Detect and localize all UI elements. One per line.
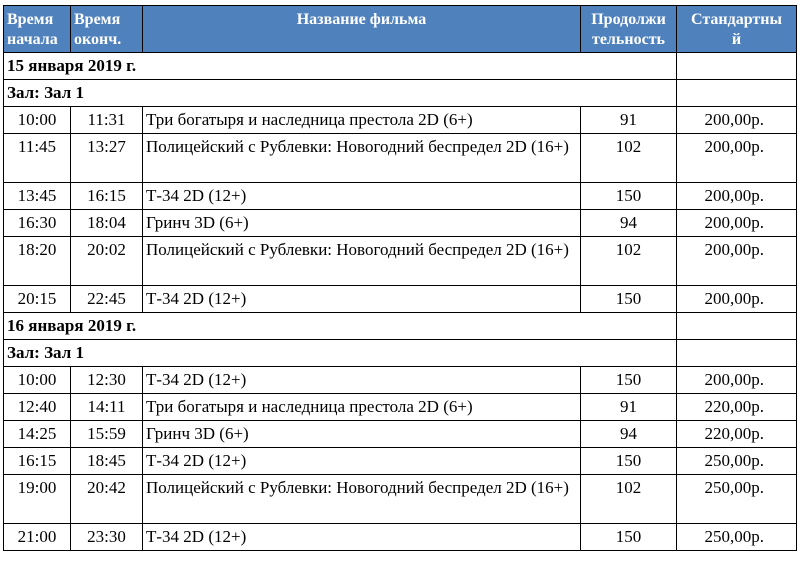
duration: 102 xyxy=(581,475,677,524)
price: 220,00р. xyxy=(677,421,797,448)
end-time: 18:04 xyxy=(71,210,143,237)
film-title: Т-34 2D (12+) xyxy=(143,183,581,210)
price: 250,00р. xyxy=(677,475,797,524)
start-time: 20:15 xyxy=(4,286,71,313)
film-title: Три богатыря и наследница престола 2D (6+) xyxy=(143,394,581,421)
session-row[interactable] xyxy=(4,524,797,551)
col-duration-header-line2: тельность xyxy=(591,31,666,48)
end-time: 18:45 xyxy=(71,448,143,475)
duration: 94 xyxy=(581,421,677,448)
end-time: 20:42 xyxy=(71,475,143,524)
session-row[interactable] xyxy=(4,134,797,183)
session-row[interactable] xyxy=(4,210,797,237)
film-title: Полицейский с Рублевки: Новогодний беспредел 2D (16+) xyxy=(143,237,581,286)
duration: 150 xyxy=(581,524,677,551)
session-row[interactable] xyxy=(4,394,797,421)
col-start-header xyxy=(4,6,71,53)
price: 200,00р. xyxy=(677,183,797,210)
start-time: 11:45 xyxy=(4,134,71,183)
duration: 150 xyxy=(581,183,677,210)
duration: 91 xyxy=(581,394,677,421)
film-title: Полицейский с Рублевки: Новогодний беспредел 2D (16+) xyxy=(143,475,581,524)
start-time: 14:25 xyxy=(4,421,71,448)
start-time: 19:00 xyxy=(4,475,71,524)
end-time: 22:45 xyxy=(71,286,143,313)
hall-label: Зал: Зал 1 xyxy=(4,80,677,107)
session-row[interactable] xyxy=(4,237,797,286)
date-row xyxy=(4,313,797,340)
session-row[interactable] xyxy=(4,448,797,475)
col-duration-header xyxy=(581,6,677,53)
price: 200,00р. xyxy=(677,107,797,134)
header-row xyxy=(4,6,797,53)
start-time: 16:15 xyxy=(4,448,71,475)
duration: 150 xyxy=(581,367,677,394)
col-price-header xyxy=(677,6,797,53)
price: 200,00р. xyxy=(677,237,797,286)
price: 250,00р. xyxy=(677,448,797,475)
col-end-header-line2: оконч. xyxy=(74,31,122,48)
duration: 102 xyxy=(581,134,677,183)
price: 200,00р. xyxy=(677,210,797,237)
film-title: Полицейский с Рублевки: Новогодний беспредел 2D (16+) xyxy=(143,134,581,183)
end-time: 20:02 xyxy=(71,237,143,286)
empty-cell xyxy=(677,340,797,367)
film-title: Т-34 2D (12+) xyxy=(143,367,581,394)
price: 220,00р. xyxy=(677,394,797,421)
duration: 150 xyxy=(581,286,677,313)
price: 200,00р. xyxy=(677,367,797,394)
start-time: 13:45 xyxy=(4,183,71,210)
start-time: 18:20 xyxy=(4,237,71,286)
col-start-header-line1: Время xyxy=(7,11,54,28)
col-title-header: Название фильма xyxy=(143,6,581,53)
empty-cell xyxy=(677,80,797,107)
schedule-sheet xyxy=(3,5,797,551)
hall-row xyxy=(4,340,797,367)
film-title: Три богатыря и наследница престола 2D (6+) xyxy=(143,107,581,134)
price: 200,00р. xyxy=(677,286,797,313)
film-title: Т-34 2D (12+) xyxy=(143,448,581,475)
price: 250,00р. xyxy=(677,524,797,551)
col-end-header xyxy=(71,6,143,53)
end-time: 16:15 xyxy=(71,183,143,210)
col-price-header-line1: Стандартны xyxy=(691,11,782,28)
date-row xyxy=(4,53,797,80)
duration: 150 xyxy=(581,448,677,475)
start-time: 10:00 xyxy=(4,107,71,134)
date-label: 16 января 2019 г. xyxy=(4,313,677,340)
session-row[interactable] xyxy=(4,286,797,313)
date-label: 15 января 2019 г. xyxy=(4,53,677,80)
start-time: 12:40 xyxy=(4,394,71,421)
end-time: 14:11 xyxy=(71,394,143,421)
col-duration-header-line1: Продолжи xyxy=(591,11,666,28)
session-row[interactable] xyxy=(4,475,797,524)
end-time: 12:30 xyxy=(71,367,143,394)
hall-label: Зал: Зал 1 xyxy=(4,340,677,367)
session-row[interactable] xyxy=(4,107,797,134)
end-time: 13:27 xyxy=(71,134,143,183)
duration: 91 xyxy=(581,107,677,134)
film-title: Т-34 2D (12+) xyxy=(143,286,581,313)
col-price-header-line2: й xyxy=(731,31,742,48)
film-title: Гринч 3D (6+) xyxy=(143,421,581,448)
end-time: 15:59 xyxy=(71,421,143,448)
schedule-table xyxy=(3,5,797,551)
empty-cell xyxy=(677,53,797,80)
end-time: 23:30 xyxy=(71,524,143,551)
film-title: Гринч 3D (6+) xyxy=(143,210,581,237)
col-end-header-line1: Время xyxy=(74,11,121,28)
start-time: 10:00 xyxy=(4,367,71,394)
film-title: Т-34 2D (12+) xyxy=(143,524,581,551)
hall-row xyxy=(4,80,797,107)
session-row[interactable] xyxy=(4,183,797,210)
start-time: 16:30 xyxy=(4,210,71,237)
price: 200,00р. xyxy=(677,134,797,183)
session-row[interactable] xyxy=(4,421,797,448)
session-row[interactable] xyxy=(4,367,797,394)
end-time: 11:31 xyxy=(71,107,143,134)
start-time: 21:00 xyxy=(4,524,71,551)
col-start-header-line2: начала xyxy=(7,31,58,48)
empty-cell xyxy=(677,313,797,340)
duration: 94 xyxy=(581,210,677,237)
duration: 102 xyxy=(581,237,677,286)
